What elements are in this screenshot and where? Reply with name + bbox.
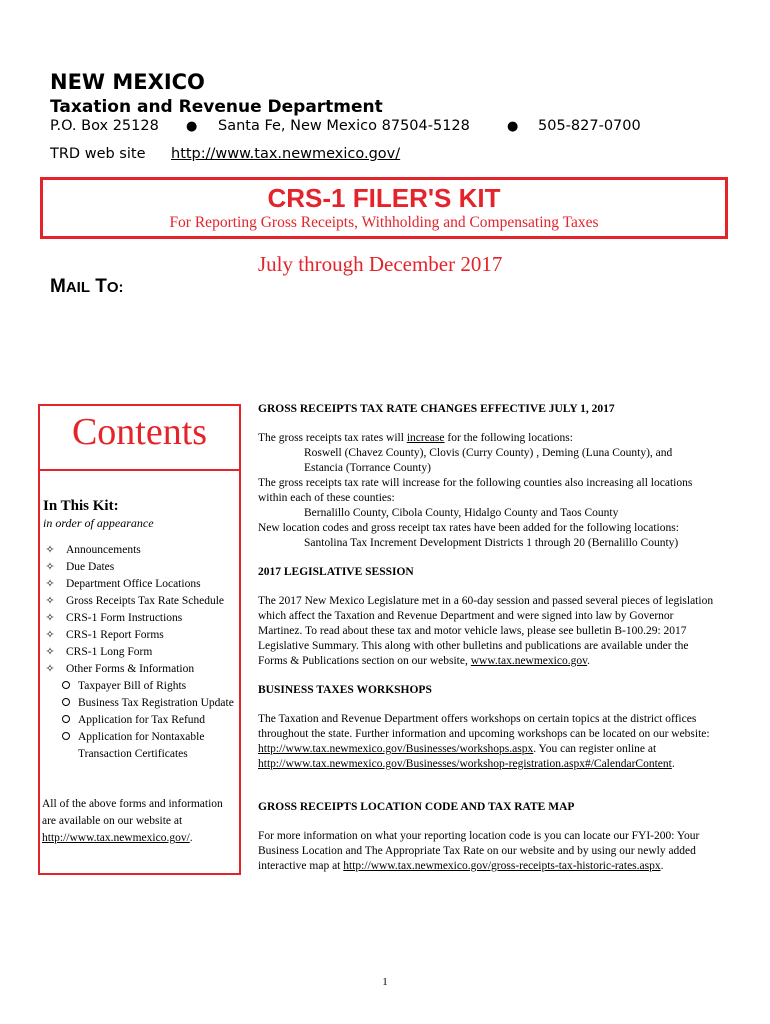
contents-title: Contents [71, 411, 208, 453]
footer-line: All of the above forms and information [42, 798, 223, 810]
kit-subtitle: For Reporting Gross Receipts, Withholding and Compensating Taxes [169, 214, 599, 231]
section-heading: 2017 LEGISLATIVE SESSION [258, 566, 414, 578]
page-number: 1 [382, 976, 388, 988]
list-item [43, 610, 239, 627]
paragraph [258, 431, 718, 446]
paragraph: The gross receipts tax rate will increase for the following counties also increasing all locations within each of these counties: [258, 477, 693, 504]
list-item-label: CRS-1 Report Forms [66, 629, 164, 641]
filers-kit-banner [40, 177, 728, 239]
footer-line: are available on our website at [42, 815, 183, 827]
sub-list-item [43, 695, 239, 712]
list-item-label: CRS-1 Long Form [66, 646, 153, 658]
list-item [43, 559, 239, 576]
text: The gross receipts tax rates will [258, 432, 407, 444]
text: . [660, 860, 664, 872]
bullet-icon: ● [186, 119, 198, 134]
sub-item-label: Application for Nontaxable [78, 731, 205, 743]
section-heading: BUSINESS TAXES WORKSHOPS [258, 684, 432, 696]
department-name: Taxation and Revenue Department [50, 97, 383, 117]
contents-box [38, 404, 241, 875]
star-bullet-icon: ✧ [45, 544, 55, 556]
to-rest: O: [106, 279, 124, 296]
text: . You can register online at [533, 743, 657, 755]
mail-to-label [50, 276, 124, 298]
section-heading: GROSS RECEIPTS LOCATION CODE AND TAX RATE MAP [258, 801, 575, 813]
sub-list-item [43, 712, 239, 729]
city-address: Santa Fe, New Mexico 87504-5128 [218, 118, 470, 134]
list-item-label: Due Dates [66, 561, 115, 573]
star-bullet-icon: ✧ [45, 595, 55, 607]
paragraph [258, 829, 718, 874]
list-item [43, 644, 239, 661]
new-location-list: Santolina Tax Increment Development Districts 1 through 20 (Bernalillo County) [304, 537, 679, 549]
list-item-label: Gross Receipts Tax Rate Schedule [66, 595, 225, 607]
text: . [671, 758, 675, 770]
tax-rate-map-link[interactable]: http://www.tax.newmexico.gov/gross-receipts-tax-historic-rates.aspx [343, 860, 661, 872]
sub-item-label: Taxpayer Bill of Rights [78, 680, 187, 692]
paragraph [258, 712, 718, 772]
website-link[interactable]: http://www.tax.newmexico.gov/ [171, 146, 401, 162]
text: For more information on what your reporting location code is you can locate our FYI-200: Your Business Location and The Appropriate Tax Rate on our website and by using our newly added interactive map at [258, 830, 700, 872]
star-bullet-icon: ✧ [45, 561, 55, 573]
filing-period: July through December 2017 [258, 252, 503, 276]
sub-item-label: Business Tax Registration Update [78, 697, 234, 709]
contents-divider [40, 469, 239, 471]
kit-heading: In This Kit: [43, 498, 119, 514]
text: The Taxation and Revenue Department offers workshops on certain topics at the district offices throughout the state. Further information and upcoming workshops can be located on our website: [258, 713, 710, 740]
list-item-label: CRS-1 Form Instructions [66, 612, 183, 624]
circle-bullet-icon [59, 695, 73, 712]
to-initial: T [95, 276, 107, 297]
phone-number: 505-827-0700 [538, 118, 641, 134]
text: The 2017 New Mexico Legislature met in a 60-day session and passed several pieces of legislation which affect the Taxation and Revenue Department and were signed into law by Governor Martinez. To read about these tax and motor vehicle laws, please see bulletin B-100.29: 2017 Legislative Summary. This along with other bulletins and publications are available under the Forms & Publications section on our website, [258, 595, 714, 667]
location-list [258, 446, 718, 476]
text: Roswell (Chavez County), Clovis (Curry County) , Deming (Luna County), and [304, 447, 673, 459]
po-box: P.O. Box 25128 [50, 118, 159, 134]
list-item [43, 593, 239, 610]
paragraph: New location codes and gross receipt tax rates have been added for the following locations: [258, 522, 679, 534]
contents-footer [42, 796, 238, 847]
star-bullet-icon: ✧ [45, 663, 55, 675]
circle-bullet-icon [59, 712, 73, 729]
website-link[interactable]: http://www.tax.newmexico.gov/ [42, 832, 190, 844]
text: Estancia (Torrance County) [304, 462, 431, 474]
sub-item-label: Transaction Certificates [78, 748, 188, 760]
list-item-label: Announcements [66, 544, 141, 556]
star-bullet-icon: ✧ [45, 612, 55, 624]
circle-bullet-icon [59, 678, 73, 695]
text: . [587, 655, 590, 667]
state-title: NEW MEXICO [50, 70, 205, 94]
sub-item-label: Application for Tax Refund [78, 714, 206, 726]
star-bullet-icon: ✧ [45, 629, 55, 641]
list-item [43, 627, 239, 644]
mail-initial: M [50, 276, 66, 297]
section-heading: GROSS RECEIPTS TAX RATE CHANGES EFFECTIVE JULY 1, 2017 [258, 403, 615, 415]
registration-link[interactable]: http://www.tax.newmexico.gov/Businesses/workshop-registration.aspx#/CalendarContent [258, 758, 672, 770]
paragraph [258, 594, 718, 669]
bullet-icon: ● [507, 119, 519, 134]
star-bullet-icon: ✧ [45, 578, 55, 590]
emphasis-text: increase [406, 432, 445, 444]
website-link[interactable]: www.tax.newmexico.gov [470, 655, 588, 667]
list-item [43, 542, 239, 559]
website-label: TRD web site [50, 146, 146, 162]
list-item [43, 661, 239, 678]
kit-order-note: in order of appearance [43, 516, 154, 530]
list-item-label: Department Office Locations [66, 578, 201, 590]
mail-rest: AIL [65, 279, 90, 296]
contents-list [43, 542, 239, 763]
workshops-link[interactable]: http://www.tax.newmexico.gov/Businesses/workshops.aspx [258, 743, 534, 755]
star-bullet-icon: ✧ [45, 646, 55, 658]
kit-title: CRS-1 FILER'S KIT [267, 183, 501, 213]
sub-list-item [43, 678, 239, 695]
sub-list-item-continued [43, 746, 239, 763]
footer-end: . [189, 832, 193, 844]
sub-list-item [43, 729, 239, 746]
circle-bullet-icon [59, 729, 73, 746]
text: for the following locations: [444, 432, 573, 444]
county-list: Bernalillo County, Cibola County, Hidalgo County and Taos County [304, 507, 619, 519]
list-item-label: Other Forms & Information [66, 663, 195, 675]
list-item [43, 576, 239, 593]
